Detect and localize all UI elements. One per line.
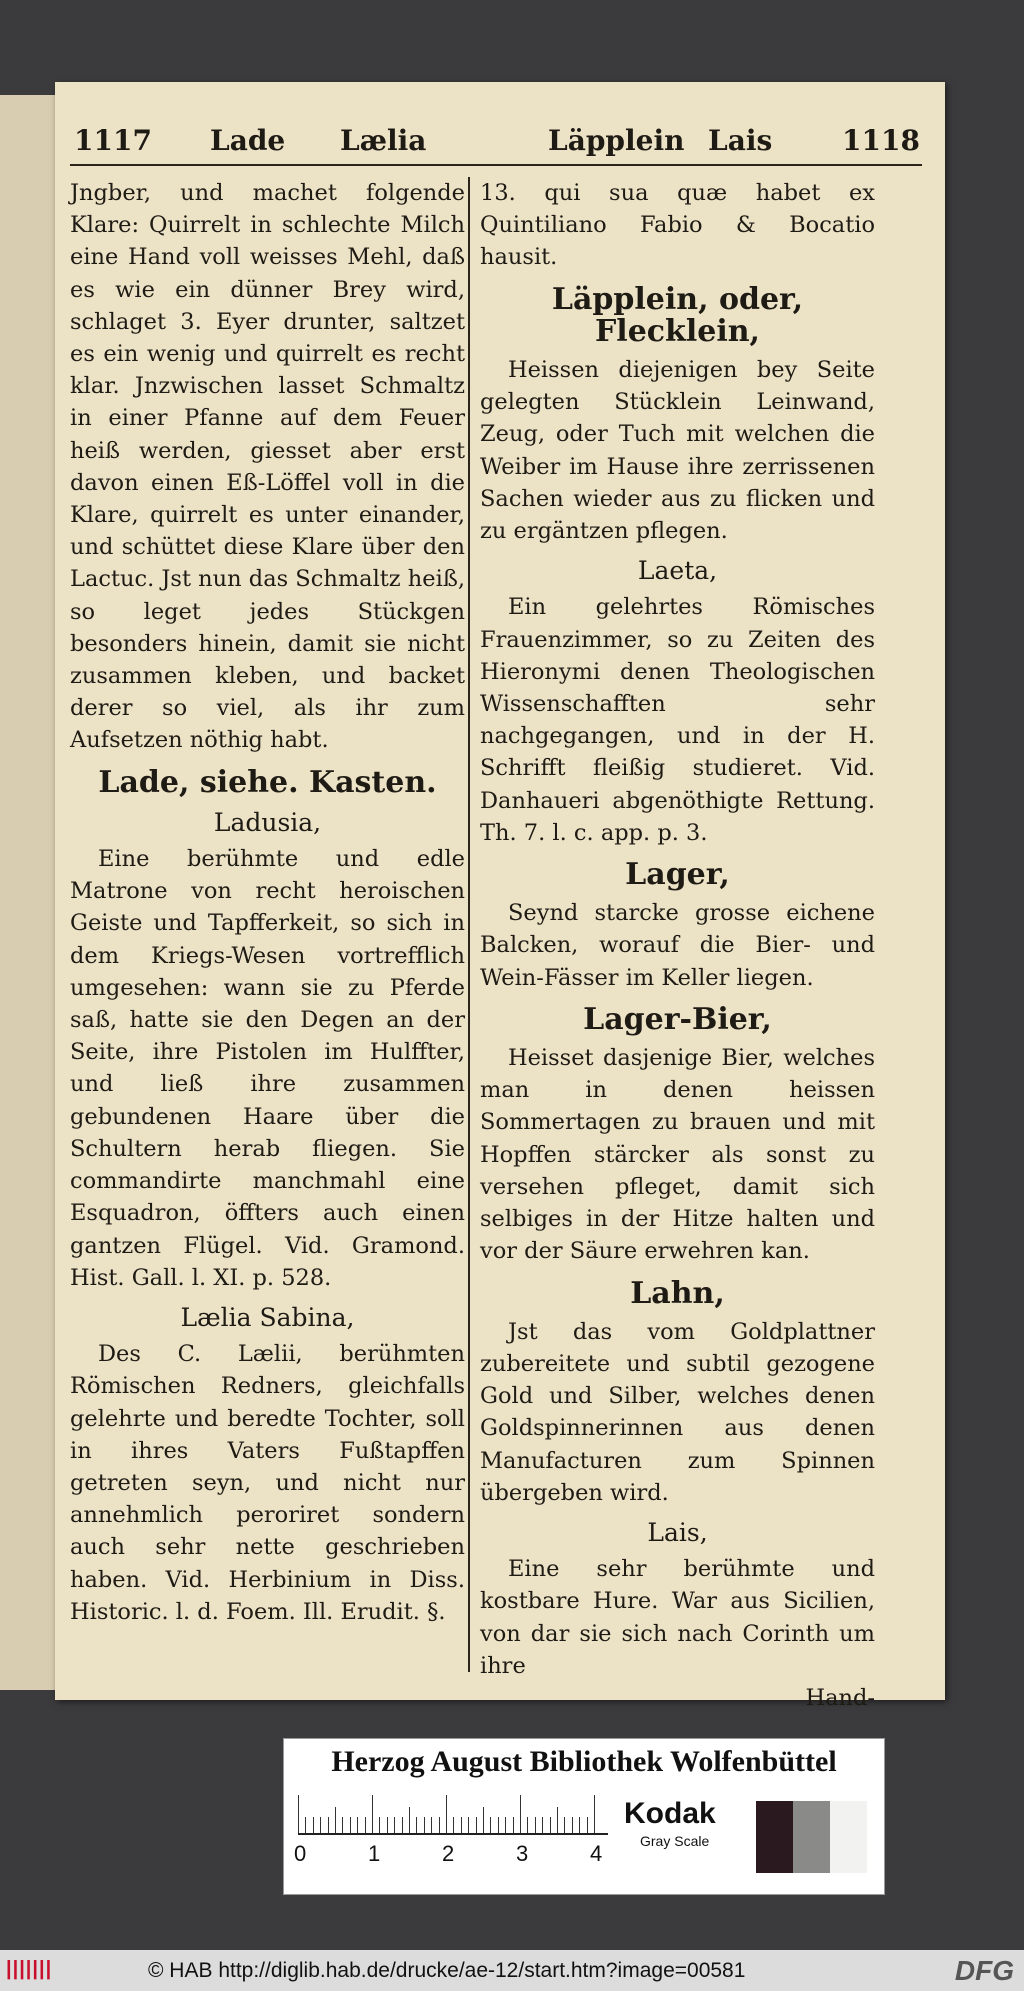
ruler-tick: [431, 1817, 432, 1833]
ruler-tick: [476, 1817, 477, 1833]
right-header-word-2: Lais: [708, 124, 773, 157]
entry-heading-lade: Lade, siehe. Kasten.: [98, 764, 437, 800]
entry-heading-lager: Lager,: [625, 857, 730, 893]
ruler-tick: [446, 1795, 447, 1833]
entry-text: Jst das vom Goldplattner zubereitete und subtil gezogene Gold und Silber, welches denen Goldspinnerinnen aus denen Manufacturen zum Spinnen übergeben wird.: [480, 1318, 875, 1506]
entry-continuation-right: [480, 177, 875, 274]
entry-ladusia: [70, 843, 465, 1294]
ruler-tick: [365, 1817, 366, 1833]
ruler-tick: [542, 1817, 543, 1833]
entry-text: Jngber, und machet folgende Klare: Quirrelt in schlechte Milch eine Hand voll weisses Mehl, daß es wie ein dünner Brey wird, schlaget 3. Eyer drunter, saltzet es ein wenig und quirrelt es recht klar. Jnzwischen lasset Schmaltz in einer Pfanne auf dem Feuer heiß werden, giesset aber erst davon einen Eß-Löffel voll in die Klare, quirrelt es unter einander, und schüttet diese Klare über den Lactuc. Jst nun das Schmaltz heiß, so leget jedes Stückgen besonders hinein, damit sie nicht zusammen kleben, und backet derer so viel, als ihr zum Aufsetzen nöthig habt.: [70, 180, 465, 754]
entry-heading-laeta: Laeta,: [637, 556, 718, 586]
ruler-tick: [298, 1795, 299, 1833]
ruler-tick: [394, 1817, 395, 1833]
ruler-tick: [402, 1817, 403, 1833]
ruler-tick: [387, 1817, 388, 1833]
ruler-tick: [505, 1817, 506, 1833]
copyright-url[interactable]: © HAB http://diglib.hab.de/drucke/ae-12/start.htm?image=00581: [148, 1959, 746, 1982]
entry-heading-lahn: Lahn,: [630, 1275, 725, 1311]
entry-text: Ein gelehrtes Römisches Frauenzimmer, so zu Zeiten des Hieronymi denen Theologischen Wissenschafften sehr nachgegangen, und in der H. Schrifft fleißig studieret. Vid. Danhaueri abgenöthigte Rettung. Th. 7. l. c. app. p. 3.: [480, 594, 875, 846]
footer-bar: [0, 1950, 1024, 1991]
ruler-tick: [461, 1817, 462, 1833]
underlying-page-edge: [0, 95, 63, 1690]
running-header: [70, 120, 922, 166]
entry-heading-lais: Lais,: [647, 1517, 708, 1547]
entry-text: Heissen diejenigen bey Seite gelegten Stücklein Leinwand, Zeug, oder Tuch mit welchen die Weiber im Hause ihre zerrissenen Sachen wieder aus zu flicken und zu ergäntzen pflegen.: [480, 357, 875, 545]
entry-text: Eine berühmte und edle Matrone von recht heroischen Geiste und Tapfferkeit, so sich in dem Kriegs-Wesen vortrefflich umgesehen: wann sie zu Pferde saß, hatte sie den Degen an der Seite, ihre Pistolen im Hulffter, und ließ ihre zusammen gebundenen Haare über die Schultern herab fliegen. Sie commandirte manchmahl eine Esquadron, öffters auch einen gantzen Flügel. Vid. Gramond. Hist. Gall. l. XI. p. 528.: [70, 846, 465, 1291]
left-page-number: 1117: [74, 124, 152, 157]
entry-text: Seynd starcke grosse eichene Balcken, worauf die Bier- und Wein-Fässer im Keller liegen.: [480, 900, 875, 991]
ruler-tick: [379, 1817, 380, 1833]
gray-swatch-mid: [793, 1801, 830, 1873]
scale-number: 1: [368, 1841, 381, 1866]
entry-text: Eine sehr berühmte und kostbare Hure. War aus Sicilien, von dar sie sich nach Corinth um ihre: [480, 1556, 875, 1679]
library-title: Herzog August Bibliothek Wolfenbüttel: [331, 1745, 837, 1778]
ruler-tick: [416, 1817, 417, 1833]
ruler-tick: [490, 1817, 491, 1833]
entry-lager: [480, 897, 875, 994]
ruler-tick: [527, 1817, 528, 1833]
right-page-number: 1118: [842, 124, 920, 157]
right-header-word-1: Läpplein: [548, 124, 685, 157]
ruler-tick: [564, 1817, 565, 1833]
entry-text: Heisset dasjenige Bier, welches man in denen heissen Sommertagen zu brauen und mit Hopffen stärcker als sonst zu versehen pfleget, damit sich selbiges in der Hitze halten und vor der Säure erwehren kan.: [480, 1045, 875, 1265]
ruler-tick: [305, 1817, 306, 1833]
ruler-tick: [468, 1817, 469, 1833]
ruler-tick: [535, 1817, 536, 1833]
ruler-tick: [520, 1795, 521, 1833]
ruler-tick: [513, 1817, 514, 1833]
entry-lager-bier: [480, 1042, 875, 1267]
gray-swatch-light: [830, 1801, 867, 1873]
left-header-word-1: Lade: [210, 124, 286, 157]
ruler-tick: [372, 1795, 373, 1833]
entry-lahn: [480, 1316, 875, 1509]
entry-heading-lager-bier: Lager-Bier,: [583, 1001, 772, 1037]
ruler-tick: [557, 1807, 558, 1833]
scale-ruler: [298, 1793, 608, 1835]
ruler-tick: [320, 1817, 321, 1833]
ruler-tick: [498, 1817, 499, 1833]
entry-continuation-left: [70, 177, 465, 757]
library-color-bar: [283, 1738, 885, 1895]
ruler-tick: [328, 1817, 329, 1833]
catchword: Hand-: [805, 1684, 875, 1711]
ruler-tick: [587, 1817, 588, 1833]
left-header-word-2: Lælia: [340, 124, 427, 157]
column-divider: [468, 177, 470, 1672]
entry-laeta: [480, 591, 875, 849]
kodak-label: Kodak: [624, 1797, 716, 1830]
left-column: [70, 177, 465, 1628]
entry-lais: [480, 1553, 875, 1682]
gray-scale-label: Gray Scale: [640, 1833, 710, 1849]
ruler-tick: [409, 1807, 410, 1833]
ruler-tick: [335, 1807, 336, 1833]
ruler-tick: [424, 1817, 425, 1833]
entry-laelia-sabina: [70, 1338, 465, 1628]
dfg-logo: DFG: [954, 1955, 1014, 1986]
entry-text: Des C. Lælii, berühmten Römischen Redners, gleichfalls gelehrte und beredte Tochter, soll in ihres Vaters Fußtapffen getreten seyn, und nicht nur annehmlich peroriret sondern auch sehr nette geschrieben haben. Vid. Herbinium in Diss. Historic. l. d. Foem. Ill. Erudit. §.: [70, 1341, 465, 1625]
ruler-tick: [550, 1817, 551, 1833]
entry-heading-ladusia: Ladusia,: [213, 807, 322, 837]
scale-number: 4: [590, 1841, 603, 1866]
gray-swatch-dark: [756, 1801, 793, 1873]
ruler-tick: [313, 1817, 314, 1833]
ruler-tick: [579, 1817, 580, 1833]
scale-number: 3: [516, 1841, 529, 1866]
ruler-tick: [453, 1817, 454, 1833]
book-page: [55, 82, 945, 1711]
ruler-tick: [350, 1817, 351, 1833]
entry-text: 13. qui sua quæ habet ex Quintiliano Fabio & Bocatio hausit.: [480, 180, 875, 271]
right-column: [480, 177, 875, 1714]
ruler-tick: [357, 1817, 358, 1833]
ruler-tick: [342, 1817, 343, 1833]
ruler-tick: [439, 1817, 440, 1833]
entry-heading-lapplein: Läpplein, oder, Flecklein,: [551, 281, 804, 349]
entry-lapplein: [480, 354, 875, 547]
ruler-tick: [483, 1807, 484, 1833]
entry-heading-laelia-sabina: Lælia Sabina,: [180, 1302, 355, 1332]
hab-logo-icon: |||||||: [6, 1958, 53, 1980]
scale-number: 2: [442, 1841, 455, 1866]
ruler-tick: [594, 1795, 595, 1833]
scale-number: 0: [294, 1841, 307, 1866]
ruler-tick: [572, 1817, 573, 1833]
